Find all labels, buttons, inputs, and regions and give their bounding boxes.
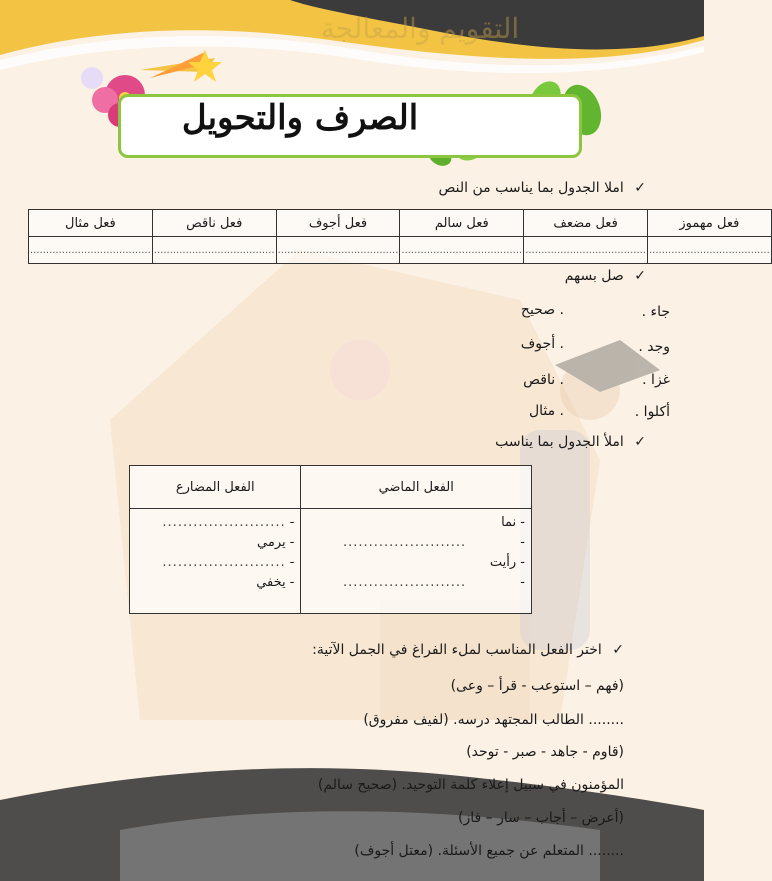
choice-line: (قاوم - جاهد - صبر - توحد) <box>466 744 624 760</box>
match-left-word: جاء . <box>641 304 670 320</box>
choice-line: (أعرض – أجاب – سار – فاز) <box>458 810 624 826</box>
match-left-word: أكلوا . <box>634 404 670 420</box>
past-cell <box>301 509 532 614</box>
section1-instruction <box>439 180 646 196</box>
match-left-word: وجد . <box>638 339 670 355</box>
verb-types-table <box>28 209 772 264</box>
section3-instruction-text: املأ الجدول بما يناسب <box>495 434 624 450</box>
sentence-line[interactable]: المؤمنون في سبيل إعلاء كلمة التوحيد. (صحيح سالم) <box>317 777 624 793</box>
section3-instruction <box>495 434 646 450</box>
match-right-word: . صحيح <box>520 302 564 318</box>
match-right-word: . مثال <box>528 403 564 419</box>
sentence-line[interactable]: ........ المتعلم عن جميع الأسئلة. (معتل أجوف) <box>354 843 624 859</box>
match-right-word: . أجوف <box>520 336 564 352</box>
faded-door <box>380 600 530 720</box>
table-header-cell: فعل ناقص <box>152 210 276 237</box>
match-right-word: . ناقص <box>523 372 564 388</box>
section2-instruction-text: صل بسهم <box>564 268 624 284</box>
present-line: - يرمي <box>257 535 295 550</box>
table-header-cell: فعل مهموز <box>647 210 771 237</box>
blank-cell[interactable]: ...................................... <box>152 237 276 264</box>
blank-cell[interactable]: ...................................... <box>400 237 524 264</box>
col-present-header: الفعل المضارع <box>130 466 301 509</box>
check-icon: ✓ <box>634 268 646 284</box>
section2-instruction <box>565 268 646 284</box>
col-past-header: الفعل الماضي <box>301 466 532 509</box>
faded-header-text: التقويم والمعالجة <box>320 12 520 45</box>
present-cell <box>130 509 301 614</box>
past-line[interactable]: - ........................ <box>342 575 525 590</box>
past-line: - رأيت <box>489 555 525 570</box>
table-header-cell: فعل مضعف <box>524 210 648 237</box>
page-title: الصرف والتحويل <box>181 98 419 138</box>
section4-instruction-text: اختر الفعل المناسب لملء الفراغ في الجمل الآتية: <box>312 642 602 658</box>
match-left-word: غزا . <box>642 372 670 388</box>
blank-cell[interactable]: ...................................... <box>647 237 771 264</box>
table-header-cell: فعل سالم <box>400 210 524 237</box>
blank-cell[interactable]: ...................................... <box>29 237 153 264</box>
table-header-cell: فعل مثال <box>29 210 153 237</box>
check-icon: ✓ <box>634 434 646 450</box>
present-line: - يخفي <box>256 575 295 590</box>
blank-cell[interactable]: ...................................... <box>524 237 648 264</box>
table-header-cell: فعل أجوف <box>276 210 400 237</box>
past-present-table <box>129 465 532 614</box>
past-line[interactable]: - ........................ <box>342 535 525 550</box>
check-icon: ✓ <box>634 180 646 196</box>
choice-line: (فهم – استوعب - قرأ – وعى) <box>450 678 624 694</box>
check-icon: ✓ <box>612 642 624 658</box>
faded-palette <box>330 340 390 400</box>
blank-cell[interactable]: ...................................... <box>276 237 400 264</box>
past-line: - نما <box>501 515 525 530</box>
section4-instruction <box>312 642 624 658</box>
present-line[interactable]: - ........................ <box>162 515 295 530</box>
sentence-line[interactable]: ........ الطالب المجتهد درسه. (لفيف مفروق) <box>363 712 624 728</box>
section1-instruction-text: املا الجدول بما يناسب من النص <box>438 180 624 196</box>
present-line[interactable]: - ........................ <box>162 555 295 570</box>
